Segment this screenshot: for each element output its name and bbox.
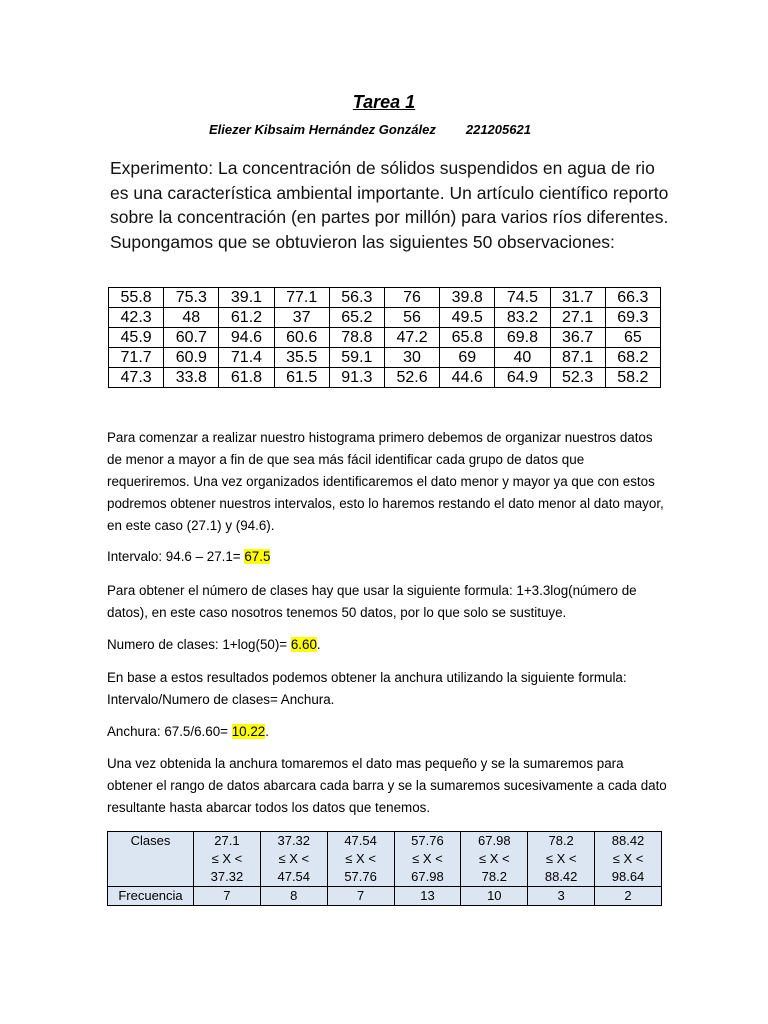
table-cell: 91.3 xyxy=(329,368,384,388)
table-cell: 37 xyxy=(274,308,329,328)
table-cell: 48 xyxy=(164,308,219,328)
table-cell: 68.2 xyxy=(605,348,660,368)
classes-result: 6.60 xyxy=(290,637,317,652)
class-frequency: 2 xyxy=(595,887,662,906)
table-cell: 58.2 xyxy=(605,368,660,388)
class-frequency: 7 xyxy=(194,887,261,906)
page-title: Tarea 1 xyxy=(352,92,416,112)
frequency-header: Frecuencia xyxy=(108,887,194,906)
table-cell: 30 xyxy=(384,348,439,368)
table-row xyxy=(108,887,662,906)
width-result: 10.22 xyxy=(231,724,266,739)
table-cell: 49.5 xyxy=(440,308,495,328)
author-name: Eliezer Kibsaim Hernández González xyxy=(209,122,436,137)
table-cell: 60.6 xyxy=(274,328,329,348)
table-cell: 71.4 xyxy=(219,348,274,368)
table-cell: 75.3 xyxy=(164,288,219,308)
table-cell: 83.2 xyxy=(495,308,550,328)
class-interval: 27.1 ≤ X < 37.32 xyxy=(194,832,261,887)
class-interval: 88.42 ≤ X < 98.64 xyxy=(595,832,662,887)
table-row xyxy=(109,308,661,328)
class-interval: 67.98 ≤ X < 78.2 xyxy=(461,832,528,887)
class-frequency: 8 xyxy=(260,887,327,906)
class-frequency: 10 xyxy=(461,887,528,906)
table-cell: 71.7 xyxy=(109,348,164,368)
table-cell: 47.3 xyxy=(109,368,164,388)
table-row xyxy=(109,288,661,308)
table-cell: 69.3 xyxy=(605,308,660,328)
table-cell: 39.1 xyxy=(219,288,274,308)
class-frequency: 7 xyxy=(327,887,394,906)
table-cell: 39.8 xyxy=(440,288,495,308)
table-cell: 35.5 xyxy=(274,348,329,368)
table-cell: 56 xyxy=(384,308,439,328)
frequency-table xyxy=(107,831,662,906)
width-formula-paragraph: En base a estos resultados podemos obtener la anchura utilizando la siguiente formula: Intervalo/Numero de clases= Anchura. xyxy=(107,670,627,707)
classes-label: Numero de clases: 1+log(50)= xyxy=(107,637,291,652)
table-cell: 69 xyxy=(440,348,495,368)
table-cell: 74.5 xyxy=(495,288,550,308)
table-cell: 60.9 xyxy=(164,348,219,368)
table-cell: 55.8 xyxy=(109,288,164,308)
table-cell: 61.2 xyxy=(219,308,274,328)
table-row xyxy=(109,368,661,388)
table-cell: 76 xyxy=(384,288,439,308)
observations-table xyxy=(108,287,661,388)
table-row xyxy=(109,328,661,348)
table-cell: 52.3 xyxy=(550,368,605,388)
experiment-description: Experimento: La concentración de sólidos suspendidos en agua de rio es una característica ambiental importante. Un artículo científico reporto sobre la concentración (en partes por millón) para varios ríos diferentes. Supongamos que se obtuvieron las siguientes 50 observaciones: xyxy=(110,158,669,252)
width-line xyxy=(107,721,667,743)
class-interval: 57.76 ≤ X < 67.98 xyxy=(394,832,461,887)
table-cell: 44.6 xyxy=(440,368,495,388)
table-cell: 45.9 xyxy=(109,328,164,348)
table-cell: 40 xyxy=(495,348,550,368)
table-cell: 52.6 xyxy=(384,368,439,388)
classes-header: Clases xyxy=(108,832,194,887)
class-interval: 47.54 ≤ X < 57.76 xyxy=(327,832,394,887)
table-cell: 42.3 xyxy=(109,308,164,328)
table-cell: 87.1 xyxy=(550,348,605,368)
table-cell: 61.8 xyxy=(219,368,274,388)
class-interval: 78.2 ≤ X < 88.42 xyxy=(528,832,595,887)
table-cell: 65.8 xyxy=(440,328,495,348)
table-cell: 69.8 xyxy=(495,328,550,348)
classes-formula-paragraph: Para obtener el número de clases hay que usar la siguiente formula: 1+3.3log(número de datos), en este caso nosotros tenemos 50 datos, por lo que solo se sustituye. xyxy=(107,583,637,620)
intro-paragraph: Para comenzar a realizar nuestro histograma primero debemos de organizar nuestros datos de menor a mayor a fin de que sea más fácil identificar cada grupo de datos que requeriremos. Una vez organizados identificaremos el dato menor y mayor ya que con estos podremos obtener nuestros intervalos, esto lo haremos restando el dato menor al dato mayor, en este caso (27.1) y (94.6). xyxy=(107,430,664,533)
width-period: . xyxy=(265,724,269,739)
procedure-paragraph: Una vez obtenida la anchura tomaremos el dato mas pequeño y se la sumaremos para obtener el rango de datos abarcara cada barra y se la sumaremos sucesivamente a cada dato resultante hasta abarcar todos los datos que tenemos. xyxy=(107,756,667,815)
table-cell: 94.6 xyxy=(219,328,274,348)
table-cell: 66.3 xyxy=(605,288,660,308)
classes-period: . xyxy=(316,637,321,652)
author-line xyxy=(209,122,531,137)
table-cell: 47.2 xyxy=(384,328,439,348)
table-cell: 65 xyxy=(605,328,660,348)
table-cell: 65.2 xyxy=(329,308,384,328)
table-cell: 78.8 xyxy=(329,328,384,348)
class-interval: 37.32 ≤ X < 47.54 xyxy=(260,832,327,887)
table-cell: 33.8 xyxy=(164,368,219,388)
class-frequency: 3 xyxy=(528,887,595,906)
table-cell: 27.1 xyxy=(550,308,605,328)
table-cell: 77.1 xyxy=(274,288,329,308)
table-cell: 36.7 xyxy=(550,328,605,348)
class-frequency: 13 xyxy=(394,887,461,906)
table-cell: 31.7 xyxy=(550,288,605,308)
table-cell: 61.5 xyxy=(274,368,329,388)
classes-line xyxy=(107,634,667,656)
table-cell: 64.9 xyxy=(495,368,550,388)
student-id: 221205621 xyxy=(465,122,531,137)
table-row xyxy=(108,832,662,887)
table-cell: 59.1 xyxy=(329,348,384,368)
interval-line xyxy=(107,546,667,568)
table-cell: 56.3 xyxy=(329,288,384,308)
table-row xyxy=(109,348,661,368)
table-cell: 60.7 xyxy=(164,328,219,348)
interval-result: 67.5 xyxy=(244,549,271,564)
interval-label: Intervalo: 94.6 – 27.1= xyxy=(107,549,245,564)
width-label: Anchura: 67.5/6.60= xyxy=(107,724,232,739)
